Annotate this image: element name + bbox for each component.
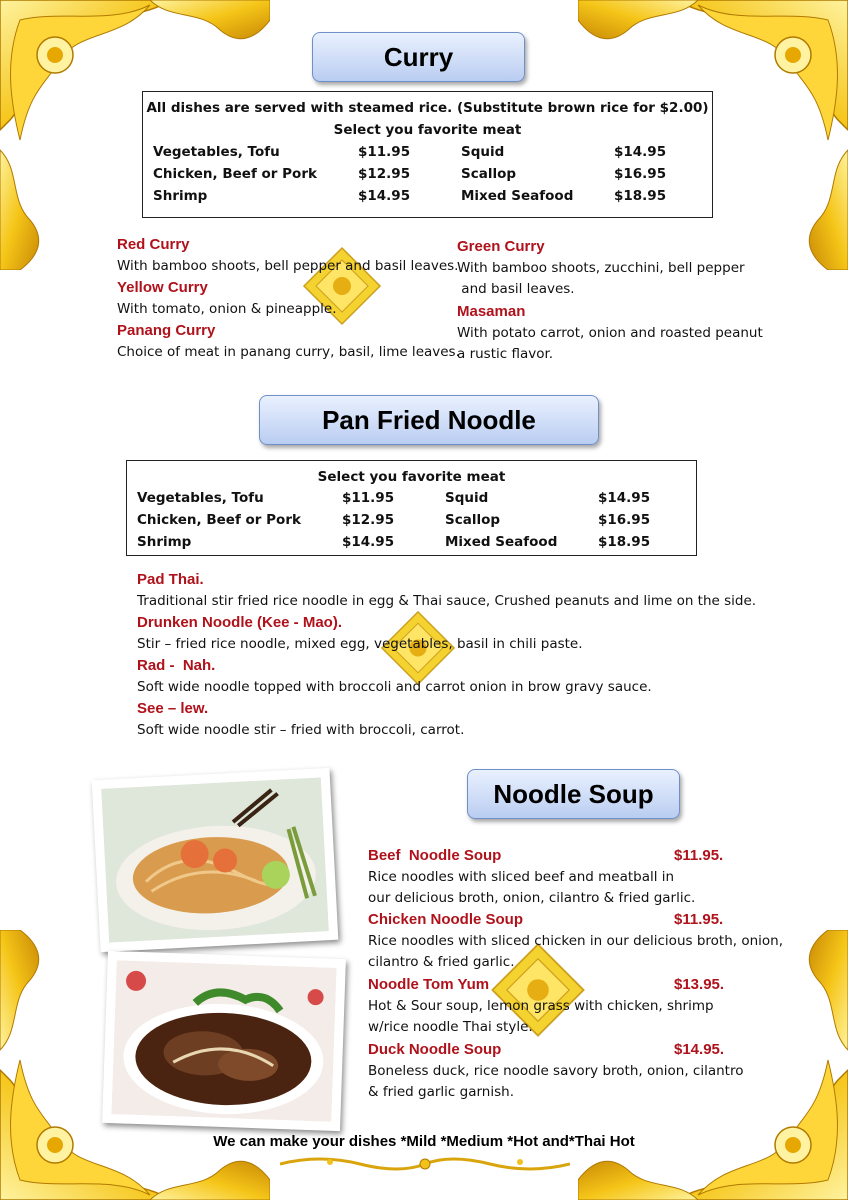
dish-name: Noodle Tom Yum: [368, 976, 490, 993]
dish-price: $14.95.: [674, 1041, 725, 1058]
price-value: $12.95: [358, 166, 411, 182]
price-label: Mixed Seafood: [445, 534, 558, 550]
price-value: $16.95: [614, 166, 667, 182]
price-label: Scallop: [445, 512, 501, 528]
pan-fried-price-box: [126, 460, 697, 556]
spice-level-note: We can make your dishes *Mild *Medium *Hot and*Thai Hot: [213, 1133, 635, 1150]
dish-description: Hot & Sour soup, lemon grass with chicken, shrimp: [368, 998, 714, 1014]
dish-name: Masaman: [457, 303, 526, 320]
curry-section-title: Curry: [312, 32, 525, 82]
dish-name: Green Curry: [457, 238, 545, 255]
duck-noodle-soup-photo: [102, 951, 346, 1131]
dish-description: our delicious broth, onion, cilantro & fried garlic.: [368, 890, 696, 906]
price-value: $14.95: [358, 188, 411, 204]
meat-select-note: Select you favorite meat: [317, 469, 506, 485]
dish-name: Chicken Noodle Soup: [368, 911, 524, 928]
pad-thai-photo: [92, 768, 339, 952]
dish-description: Stir – fried rice noodle, mixed egg, vegetables, basil in chili paste.: [137, 636, 583, 652]
price-value: $14.95: [342, 534, 395, 550]
price-value: $18.95: [614, 188, 667, 204]
price-label: Vegetables, Tofu: [137, 490, 264, 506]
dish-price: $11.95.: [674, 847, 724, 864]
price-value: $11.95: [342, 490, 395, 506]
dish-price: $11.95.: [674, 911, 724, 928]
price-value: $12.95: [342, 512, 395, 528]
price-value: $14.95: [598, 490, 651, 506]
price-label: Shrimp: [137, 534, 192, 550]
dish-name: Duck Noodle Soup: [368, 1041, 502, 1058]
pan-fried-noodle-section-title: Pan Fried Noodle: [259, 395, 599, 445]
dish-name: Rad - Nah.: [137, 657, 216, 674]
curry-price-box: [142, 91, 713, 218]
rice-note: All dishes are served with steamed rice. (Substitute brown rice for $2.00): [146, 100, 709, 116]
dish-description: Choice of meat in panang curry, basil, lime leaves.: [117, 344, 460, 360]
price-label: Shrimp: [153, 188, 208, 204]
dish-description: & fried garlic garnish.: [368, 1084, 514, 1100]
dish-name: Yellow Curry: [117, 279, 208, 296]
dish-description: Rice noodles with sliced chicken in our delicious broth, onion,: [368, 933, 784, 949]
dish-name: Pad Thai.: [137, 571, 204, 588]
dish-description: With bamboo shoots, bell pepper and basil leaves.: [117, 258, 459, 274]
price-label: Squid: [461, 144, 505, 160]
dish-description: Rice noodles with sliced beef and meatball in: [368, 869, 675, 885]
noodle-soup-section-title: Noodle Soup: [467, 769, 680, 819]
dish-description: With tomato, onion & pineapple.: [117, 301, 337, 317]
dish-name: Beef Noodle Soup: [368, 847, 502, 864]
dish-description: Soft wide noodle stir – fried with broccoli, carrot.: [137, 722, 465, 738]
price-label: Mixed Seafood: [461, 188, 574, 204]
gold-flourish-divider: [280, 1154, 570, 1174]
price-label: Squid: [445, 490, 489, 506]
meat-select-note: Select you favorite meat: [333, 122, 522, 138]
price-value: $11.95: [358, 144, 411, 160]
dish-name: Drunken Noodle (Kee - Mao).: [137, 614, 343, 631]
dish-name: Panang Curry: [117, 322, 216, 339]
dish-description: Boneless duck, rice noodle savory broth, onion, cilantro: [368, 1063, 744, 1079]
dish-description: and basil leaves.: [457, 281, 575, 297]
dish-description: Traditional stir fried rice noodle in egg & Thai sauce, Crushed peanuts and lime on the side.: [137, 593, 757, 609]
price-label: Scallop: [461, 166, 517, 182]
dish-description: Soft wide noodle topped with broccoli and carrot onion in brow gravy sauce.: [137, 679, 652, 695]
price-value: $14.95: [614, 144, 667, 160]
dish-description: cilantro & fried garlic.: [368, 954, 515, 970]
dish-price: $13.95.: [674, 976, 725, 993]
dish-description: With bamboo shoots, zucchini, bell pepper: [457, 260, 745, 276]
price-value: $16.95: [598, 512, 651, 528]
price-label: Vegetables, Tofu: [153, 144, 280, 160]
dish-name: Red Curry: [117, 236, 190, 253]
dish-description: With potato carrot, onion and roasted peanut: [457, 325, 763, 341]
price-label: Chicken, Beef or Pork: [153, 166, 317, 182]
dish-description: a rustic flavor.: [457, 346, 554, 362]
price-value: $18.95: [598, 534, 651, 550]
dish-name: See – lew.: [137, 700, 209, 717]
dish-description: w/rice noodle Thai style.: [368, 1019, 533, 1035]
price-label: Chicken, Beef or Pork: [137, 512, 301, 528]
